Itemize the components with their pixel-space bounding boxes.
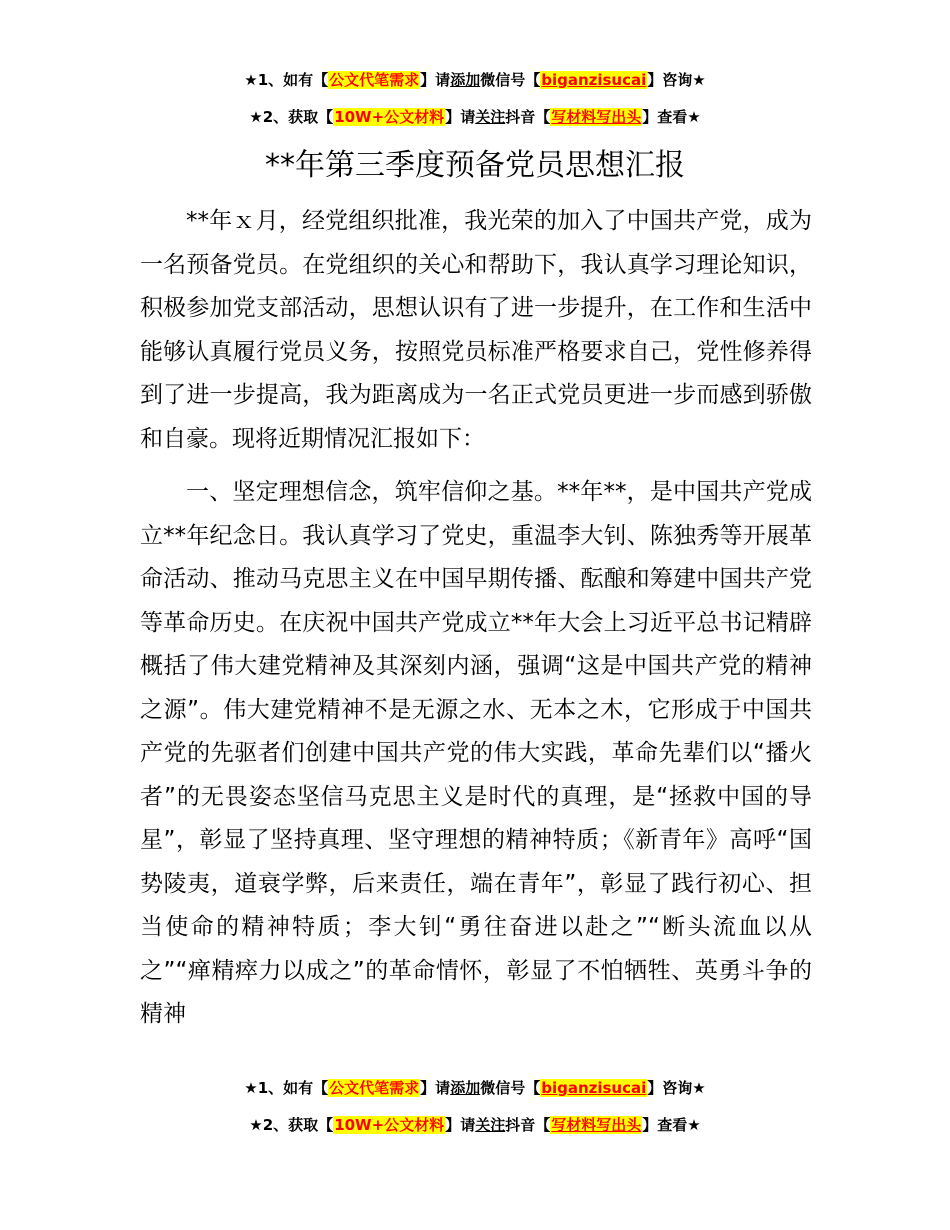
footer-promo-line-1: [0, 1077, 950, 1099]
wechat-id-highlight: biganzisucai: [541, 71, 647, 89]
body-paragraph-intro: **年ｘ月，经党组织批准，我光荣的加入了中国共产党，成为一名预备党员。在党组织的关心和帮助下，我认真学习理论知识，积极参加党支部活动，思想认识有了进一步提升，在工作和生活中能够认真履行党员义务，按照党员标准严格要求自己，党性修养得到了进一步提高，我为距离成为一名正式党员更进一步而感到骄傲和自豪。现将近期情况汇报如下：: [140, 208, 812, 452]
promo-highlight: 公文代笔需求: [329, 1079, 420, 1097]
promo-text: 】请: [420, 1079, 451, 1097]
wechat-id-highlight: biganzisucai: [541, 1079, 647, 1097]
promo-text: 抖音【: [505, 108, 551, 126]
header-promo-line-2: [0, 106, 950, 128]
header-promo-line-1: [0, 69, 950, 91]
promo-text: 抖音【: [505, 1116, 551, 1134]
promo-text: 】请: [445, 1116, 476, 1134]
promo-text: 微信号【: [480, 71, 541, 89]
promo-text: 】咨询★: [647, 71, 706, 89]
promo-text: 】查看★: [642, 108, 701, 126]
promo-text: ★1、如有【: [244, 1079, 329, 1097]
promo-underlined-text: 添加: [450, 71, 481, 89]
promo-underlined-text: 添加: [450, 1079, 481, 1097]
promo-underlined-text: 关注: [475, 1116, 506, 1134]
promo-text: 】咨询★: [647, 1079, 706, 1097]
promo-highlight: 10W+公文材料: [334, 108, 445, 126]
promo-text: 】查看★: [642, 1116, 701, 1134]
promo-text: 微信号【: [480, 1079, 541, 1097]
douyin-id-highlight: 写材料写出头: [551, 1116, 642, 1134]
promo-text: 】请: [420, 71, 451, 89]
promo-text: 】请: [445, 108, 476, 126]
promo-text: ★1、如有【: [244, 71, 329, 89]
promo-text: ★2、获取【: [249, 108, 334, 126]
promo-highlight: 公文代笔需求: [329, 71, 420, 89]
footer-promo-line-2: [0, 1114, 950, 1136]
promo-highlight: 10W+公文材料: [334, 1116, 445, 1134]
douyin-id-highlight: 写材料写出头: [551, 108, 642, 126]
body-paragraph-section-1: 一、坚定理想信念，筑牢信仰之基。**年**，是中国共产党成立**年纪念日。我认真学习了党史，重温李大钊、陈独秀等开展革命活动、推动马克思主义在中国早期传播、酝酿和筹建中国共产党等革命历史。在庆祝中国共产党成立**年大会上习近平总书记精辟概括了伟大建党精神及其深刻内涵，强调“这是中国共产党的精神之源”。伟大建党精神不是无源之水、无本之木，它形成于中国共产党的先驱者们创建中国共产党的伟大实践，革命先辈们以“播火者”的无畏姿态坚信马克思主义是时代的真理，是“拯救中国的导星”，彰显了坚持真理、坚守理想的精神特质；《新青年》高呼“国势陵夷，道衰学弊，后来责任，端在青年”，彰显了践行初心、担当使命的精神特质；李大钊“勇往奋进以赴之”“断头流血以从之”“瘅精瘁力以成之”的革命情怀，彰显了不怕牺牲、英勇斗争的精神: [140, 479, 812, 1027]
document-title: **年第三季度预备党员思想汇报: [265, 148, 685, 183]
promo-text: ★2、获取【: [249, 1116, 334, 1134]
promo-underlined-text: 关注: [475, 108, 506, 126]
